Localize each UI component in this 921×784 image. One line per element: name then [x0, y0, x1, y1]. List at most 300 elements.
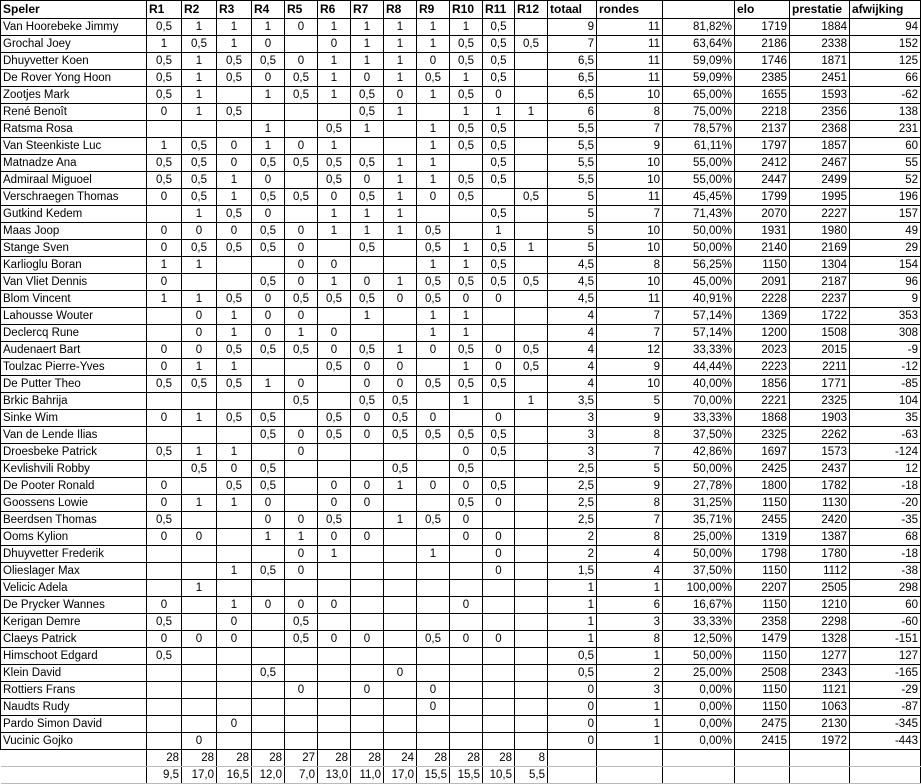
data-cell[interactable]: 1: [351, 53, 384, 70]
summary-cell[interactable]: 10,5: [483, 767, 515, 784]
data-cell[interactable]: 0,5: [515, 189, 548, 206]
data-cell[interactable]: 0,5: [318, 155, 351, 172]
player-name-cell[interactable]: Rottiers Frans: [1, 682, 147, 699]
data-cell[interactable]: 0,5: [483, 19, 515, 36]
data-cell[interactable]: 0: [285, 376, 318, 393]
data-cell[interactable]: 0,5: [483, 376, 515, 393]
data-cell[interactable]: 0,5: [483, 53, 515, 70]
data-cell[interactable]: [318, 580, 351, 597]
data-cell[interactable]: 1: [384, 342, 417, 359]
player-name-cell[interactable]: Zootjes Mark: [1, 87, 147, 104]
data-cell[interactable]: [285, 461, 318, 478]
data-cell[interactable]: 1150: [735, 257, 790, 274]
data-cell[interactable]: 1: [548, 631, 597, 648]
data-cell[interactable]: 1: [182, 580, 217, 597]
data-cell[interactable]: 1: [450, 359, 483, 376]
data-cell[interactable]: 2412: [735, 155, 790, 172]
data-cell[interactable]: [252, 716, 285, 733]
data-cell[interactable]: 0,5: [318, 512, 351, 529]
data-cell[interactable]: 0,5: [182, 138, 217, 155]
data-cell[interactable]: 1: [548, 614, 597, 631]
data-cell[interactable]: 0: [384, 291, 417, 308]
data-cell[interactable]: 33,33%: [663, 614, 735, 631]
data-cell[interactable]: [182, 427, 217, 444]
data-cell[interactable]: 0,5: [252, 274, 285, 291]
data-cell[interactable]: 0,00%: [663, 682, 735, 699]
data-cell[interactable]: 2,5: [548, 478, 597, 495]
data-cell[interactable]: [515, 478, 548, 495]
data-cell[interactable]: 1: [384, 155, 417, 172]
data-cell[interactable]: [483, 597, 515, 614]
data-cell[interactable]: 68: [850, 529, 921, 546]
data-cell[interactable]: -18: [850, 546, 921, 563]
data-cell[interactable]: 0: [285, 308, 318, 325]
data-cell[interactable]: 1: [384, 70, 417, 87]
data-cell[interactable]: 1: [384, 274, 417, 291]
data-cell[interactable]: 0: [483, 87, 515, 104]
data-cell[interactable]: 0: [285, 444, 318, 461]
data-cell[interactable]: 0: [252, 512, 285, 529]
data-cell[interactable]: 6: [548, 104, 597, 121]
data-cell[interactable]: [252, 699, 285, 716]
data-cell[interactable]: [483, 461, 515, 478]
data-cell[interactable]: 0: [483, 291, 515, 308]
player-name-cell[interactable]: Ooms Kylion: [1, 529, 147, 546]
data-cell[interactable]: 50,00%: [663, 223, 735, 240]
data-cell[interactable]: 7: [597, 206, 663, 223]
data-cell[interactable]: 1: [318, 53, 351, 70]
data-cell[interactable]: 1800: [735, 478, 790, 495]
data-cell[interactable]: 9: [850, 291, 921, 308]
data-cell[interactable]: -63: [850, 427, 921, 444]
data-cell[interactable]: 0,5: [147, 87, 182, 104]
player-name-cell[interactable]: Brkic Bahrija: [1, 393, 147, 410]
data-cell[interactable]: 1: [147, 36, 182, 53]
data-cell[interactable]: -62: [850, 87, 921, 104]
data-cell[interactable]: 0,5: [483, 36, 515, 53]
player-name-cell[interactable]: Van Hoorebeke Jimmy: [1, 19, 147, 36]
summary-cell[interactable]: 28: [217, 750, 252, 767]
data-cell[interactable]: 1: [597, 648, 663, 665]
data-cell[interactable]: [285, 699, 318, 716]
data-cell[interactable]: 11: [597, 291, 663, 308]
data-cell[interactable]: 353: [850, 308, 921, 325]
data-cell[interactable]: 0: [450, 631, 483, 648]
data-cell[interactable]: -35: [850, 512, 921, 529]
data-cell[interactable]: 12,50%: [663, 631, 735, 648]
data-cell[interactable]: 8: [597, 104, 663, 121]
summary-cell[interactable]: 15,5: [417, 767, 450, 784]
data-cell[interactable]: [515, 172, 548, 189]
player-name-cell[interactable]: Goossens Lowie: [1, 495, 147, 512]
player-name-cell[interactable]: Dhuyvetter Koen: [1, 53, 147, 70]
data-cell[interactable]: [182, 597, 217, 614]
data-cell[interactable]: [515, 733, 548, 750]
data-cell[interactable]: 0: [483, 359, 515, 376]
data-cell[interactable]: 1: [252, 138, 285, 155]
data-cell[interactable]: 1: [548, 597, 597, 614]
data-cell[interactable]: 1: [351, 206, 384, 223]
data-cell[interactable]: 35,71%: [663, 512, 735, 529]
data-cell[interactable]: 1: [384, 104, 417, 121]
data-cell[interactable]: 0,5: [450, 36, 483, 53]
data-cell[interactable]: [217, 682, 252, 699]
data-cell[interactable]: 0,5: [548, 665, 597, 682]
data-cell[interactable]: 1: [450, 325, 483, 342]
summary-cell[interactable]: 28: [182, 750, 217, 767]
data-cell[interactable]: 1: [147, 138, 182, 155]
data-cell[interactable]: 1: [217, 359, 252, 376]
data-cell[interactable]: 0,5: [182, 155, 217, 172]
data-cell[interactable]: 0,5: [252, 155, 285, 172]
data-cell[interactable]: 1112: [790, 563, 850, 580]
data-cell[interactable]: [147, 699, 182, 716]
data-cell[interactable]: 196: [850, 189, 921, 206]
data-cell[interactable]: 2,5: [548, 461, 597, 478]
data-cell[interactable]: 33,33%: [663, 342, 735, 359]
data-cell[interactable]: 0: [182, 325, 217, 342]
data-cell[interactable]: [483, 682, 515, 699]
data-cell[interactable]: 12: [850, 461, 921, 478]
data-cell[interactable]: 2091: [735, 274, 790, 291]
data-cell[interactable]: 1: [384, 206, 417, 223]
data-cell[interactable]: 2137: [735, 121, 790, 138]
data-cell[interactable]: 40,91%: [663, 291, 735, 308]
data-cell[interactable]: 1: [182, 495, 217, 512]
data-cell[interactable]: 0: [351, 529, 384, 546]
data-cell[interactable]: [515, 53, 548, 70]
data-cell[interactable]: [147, 580, 182, 597]
data-cell[interactable]: 27,78%: [663, 478, 735, 495]
data-cell[interactable]: -165: [850, 665, 921, 682]
data-cell[interactable]: 231: [850, 121, 921, 138]
data-cell[interactable]: 59,09%: [663, 53, 735, 70]
data-cell[interactable]: 1: [351, 223, 384, 240]
data-cell[interactable]: [285, 410, 318, 427]
data-cell[interactable]: [182, 682, 217, 699]
data-cell[interactable]: 0: [318, 597, 351, 614]
data-cell[interactable]: 0: [285, 53, 318, 70]
player-name-cell[interactable]: Lahousse Wouter: [1, 308, 147, 325]
data-cell[interactable]: [318, 665, 351, 682]
data-cell[interactable]: [417, 495, 450, 512]
data-cell[interactable]: 1: [450, 70, 483, 87]
data-cell[interactable]: 0: [351, 359, 384, 376]
data-cell[interactable]: 0: [548, 699, 597, 716]
data-cell[interactable]: 1319: [735, 529, 790, 546]
data-cell[interactable]: [417, 529, 450, 546]
data-cell[interactable]: 1: [417, 121, 450, 138]
summary-cell[interactable]: 28: [351, 750, 384, 767]
data-cell[interactable]: 11: [597, 189, 663, 206]
data-cell[interactable]: 1: [182, 104, 217, 121]
data-cell[interactable]: [285, 172, 318, 189]
data-cell[interactable]: [217, 665, 252, 682]
data-cell[interactable]: 1: [384, 53, 417, 70]
data-cell[interactable]: [285, 665, 318, 682]
data-cell[interactable]: 2505: [790, 580, 850, 597]
data-cell[interactable]: 2218: [735, 104, 790, 121]
data-cell[interactable]: 1: [450, 393, 483, 410]
data-cell[interactable]: 2425: [735, 461, 790, 478]
data-cell[interactable]: [182, 665, 217, 682]
data-cell[interactable]: 0,5: [483, 70, 515, 87]
data-cell[interactable]: [285, 104, 318, 121]
data-cell[interactable]: 1063: [790, 699, 850, 716]
data-cell[interactable]: 50,00%: [663, 240, 735, 257]
data-cell[interactable]: [351, 580, 384, 597]
data-cell[interactable]: 1: [252, 19, 285, 36]
data-cell[interactable]: [318, 444, 351, 461]
data-cell[interactable]: 1: [217, 36, 252, 53]
data-cell[interactable]: 1: [182, 359, 217, 376]
data-cell[interactable]: [515, 325, 548, 342]
data-cell[interactable]: 0,5: [450, 427, 483, 444]
data-cell[interactable]: 0,5: [417, 240, 450, 257]
data-cell[interactable]: 1277: [790, 648, 850, 665]
data-cell[interactable]: 6,5: [548, 53, 597, 70]
data-cell[interactable]: 0: [147, 223, 182, 240]
data-cell[interactable]: 0,5: [450, 376, 483, 393]
data-cell[interactable]: [384, 257, 417, 274]
data-cell[interactable]: [285, 648, 318, 665]
player-name-cell[interactable]: Droesbeke Patrick: [1, 444, 147, 461]
data-cell[interactable]: 1: [217, 172, 252, 189]
data-cell[interactable]: 0,5: [515, 359, 548, 376]
data-cell[interactable]: [318, 614, 351, 631]
data-cell[interactable]: 1: [182, 206, 217, 223]
data-cell[interactable]: [483, 648, 515, 665]
data-cell[interactable]: 0,5: [483, 172, 515, 189]
data-cell[interactable]: 0,5: [483, 257, 515, 274]
data-cell[interactable]: [384, 648, 417, 665]
data-cell[interactable]: 2,5: [548, 512, 597, 529]
data-cell[interactable]: 1: [384, 189, 417, 206]
data-cell[interactable]: 0: [351, 376, 384, 393]
data-cell[interactable]: 0: [483, 529, 515, 546]
data-cell[interactable]: [351, 461, 384, 478]
data-cell[interactable]: 1150: [735, 495, 790, 512]
data-cell[interactable]: 7: [597, 121, 663, 138]
data-cell[interactable]: 1: [515, 393, 548, 410]
data-cell[interactable]: 65,00%: [663, 87, 735, 104]
data-cell[interactable]: [515, 682, 548, 699]
data-cell[interactable]: [285, 359, 318, 376]
data-cell[interactable]: 0: [318, 325, 351, 342]
data-cell[interactable]: 1: [285, 325, 318, 342]
data-cell[interactable]: [351, 597, 384, 614]
player-name-cell[interactable]: Sinke Wim: [1, 410, 147, 427]
data-cell[interactable]: [483, 512, 515, 529]
data-cell[interactable]: 0: [351, 478, 384, 495]
data-cell[interactable]: 2015: [790, 342, 850, 359]
data-cell[interactable]: 1: [450, 104, 483, 121]
data-cell[interactable]: 1: [384, 512, 417, 529]
data-cell[interactable]: 0: [217, 716, 252, 733]
data-cell[interactable]: 11: [597, 53, 663, 70]
data-cell[interactable]: 11: [597, 19, 663, 36]
data-cell[interactable]: -124: [850, 444, 921, 461]
data-cell[interactable]: [285, 478, 318, 495]
data-cell[interactable]: 0,5: [351, 291, 384, 308]
data-cell[interactable]: 5,5: [548, 121, 597, 138]
player-name-cell[interactable]: Admiraal Miguoel: [1, 172, 147, 189]
data-cell[interactable]: 1: [384, 478, 417, 495]
data-cell[interactable]: [384, 614, 417, 631]
player-name-cell[interactable]: De Rover Yong Hoon: [1, 70, 147, 87]
data-cell[interactable]: 1797: [735, 138, 790, 155]
player-name-cell[interactable]: René Benoît: [1, 104, 147, 121]
data-cell[interactable]: [384, 733, 417, 750]
data-cell[interactable]: 45,00%: [663, 274, 735, 291]
data-cell[interactable]: [417, 359, 450, 376]
data-cell[interactable]: 2451: [790, 70, 850, 87]
data-cell[interactable]: 1: [351, 308, 384, 325]
data-cell[interactable]: [450, 546, 483, 563]
data-cell[interactable]: -18: [850, 478, 921, 495]
data-cell[interactable]: 5,5: [548, 155, 597, 172]
data-cell[interactable]: [147, 716, 182, 733]
data-cell[interactable]: 4,5: [548, 257, 597, 274]
player-name-cell[interactable]: Kevlishvili Robby: [1, 461, 147, 478]
data-cell[interactable]: 0: [147, 359, 182, 376]
data-cell[interactable]: [515, 716, 548, 733]
data-cell[interactable]: 0: [182, 308, 217, 325]
data-cell[interactable]: 1: [384, 36, 417, 53]
data-cell[interactable]: [450, 733, 483, 750]
data-cell[interactable]: 1972: [790, 733, 850, 750]
data-cell[interactable]: 1: [450, 257, 483, 274]
data-cell[interactable]: 4: [548, 342, 597, 359]
data-cell[interactable]: 2262: [790, 427, 850, 444]
data-cell[interactable]: [515, 376, 548, 393]
data-cell[interactable]: 1798: [735, 546, 790, 563]
data-cell[interactable]: [147, 665, 182, 682]
data-cell[interactable]: [351, 444, 384, 461]
data-cell[interactable]: 10: [597, 172, 663, 189]
data-cell[interactable]: [515, 597, 548, 614]
data-cell[interactable]: 2420: [790, 512, 850, 529]
data-cell[interactable]: 0: [147, 529, 182, 546]
player-name-cell[interactable]: Vucinic Gojko: [1, 733, 147, 750]
data-cell[interactable]: [515, 648, 548, 665]
data-cell[interactable]: 0,5: [182, 376, 217, 393]
data-cell[interactable]: 1871: [790, 53, 850, 70]
data-cell[interactable]: [515, 631, 548, 648]
data-cell[interactable]: 0,5: [285, 189, 318, 206]
data-cell[interactable]: 5: [548, 223, 597, 240]
data-cell[interactable]: [351, 716, 384, 733]
data-cell[interactable]: [182, 393, 217, 410]
data-cell[interactable]: [450, 648, 483, 665]
data-cell[interactable]: [384, 529, 417, 546]
data-cell[interactable]: [252, 648, 285, 665]
data-cell[interactable]: 70,00%: [663, 393, 735, 410]
data-cell[interactable]: [417, 614, 450, 631]
data-cell[interactable]: 78,57%: [663, 121, 735, 138]
data-cell[interactable]: 0,5: [285, 342, 318, 359]
data-cell[interactable]: 0: [285, 138, 318, 155]
data-cell[interactable]: 7: [597, 325, 663, 342]
data-cell[interactable]: [147, 325, 182, 342]
data-cell[interactable]: [351, 325, 384, 342]
data-cell[interactable]: 0,5: [285, 87, 318, 104]
data-cell[interactable]: [515, 155, 548, 172]
data-cell[interactable]: 5: [548, 189, 597, 206]
data-cell[interactable]: 0: [318, 495, 351, 512]
data-cell[interactable]: 0,5: [252, 240, 285, 257]
data-cell[interactable]: [417, 716, 450, 733]
data-cell[interactable]: 3: [548, 444, 597, 461]
data-cell[interactable]: 1: [417, 155, 450, 172]
data-cell[interactable]: 0,5: [318, 172, 351, 189]
data-cell[interactable]: 1: [252, 376, 285, 393]
data-cell[interactable]: 0: [147, 495, 182, 512]
data-cell[interactable]: 0,5: [318, 410, 351, 427]
data-cell[interactable]: [483, 580, 515, 597]
data-cell[interactable]: 0,5: [147, 155, 182, 172]
data-cell[interactable]: 1: [351, 36, 384, 53]
data-cell[interactable]: 1: [417, 87, 450, 104]
data-cell[interactable]: -345: [850, 716, 921, 733]
data-cell[interactable]: 1: [417, 172, 450, 189]
data-cell[interactable]: [483, 308, 515, 325]
data-cell[interactable]: [217, 580, 252, 597]
data-cell[interactable]: [351, 546, 384, 563]
data-cell[interactable]: 0,5: [483, 478, 515, 495]
data-cell[interactable]: 1: [182, 87, 217, 104]
data-cell[interactable]: 0: [252, 291, 285, 308]
data-cell[interactable]: 0,5: [351, 393, 384, 410]
data-cell[interactable]: [515, 512, 548, 529]
data-cell[interactable]: [182, 716, 217, 733]
data-cell[interactable]: 1: [182, 257, 217, 274]
data-cell[interactable]: 4,5: [548, 274, 597, 291]
data-cell[interactable]: 52: [850, 172, 921, 189]
data-cell[interactable]: 0: [548, 733, 597, 750]
data-cell[interactable]: 5: [548, 240, 597, 257]
summary-cell[interactable]: 16,5: [217, 767, 252, 784]
data-cell[interactable]: 0,5: [147, 444, 182, 461]
data-cell[interactable]: 0: [147, 410, 182, 427]
data-cell[interactable]: 2356: [790, 104, 850, 121]
data-cell[interactable]: 0: [147, 631, 182, 648]
data-cell[interactable]: 50,00%: [663, 461, 735, 478]
data-cell[interactable]: 1782: [790, 478, 850, 495]
data-cell[interactable]: [417, 206, 450, 223]
player-name-cell[interactable]: Klein David: [1, 665, 147, 682]
data-cell[interactable]: 1: [182, 53, 217, 70]
data-cell[interactable]: 1: [417, 36, 450, 53]
data-cell[interactable]: [147, 682, 182, 699]
data-cell[interactable]: 0,5: [450, 172, 483, 189]
data-cell[interactable]: 2228: [735, 291, 790, 308]
data-cell[interactable]: 1722: [790, 308, 850, 325]
data-cell[interactable]: [515, 410, 548, 427]
data-cell[interactable]: 2130: [790, 716, 850, 733]
data-cell[interactable]: 0,5: [182, 240, 217, 257]
data-cell[interactable]: 0: [285, 597, 318, 614]
data-cell[interactable]: [515, 699, 548, 716]
data-cell[interactable]: 0,5: [147, 70, 182, 87]
summary-cell[interactable]: 11,0: [351, 767, 384, 784]
data-cell[interactable]: [147, 461, 182, 478]
data-cell[interactable]: 0: [417, 478, 450, 495]
data-cell[interactable]: [515, 665, 548, 682]
data-cell[interactable]: [147, 546, 182, 563]
data-cell[interactable]: [252, 733, 285, 750]
data-cell[interactable]: 1: [182, 19, 217, 36]
